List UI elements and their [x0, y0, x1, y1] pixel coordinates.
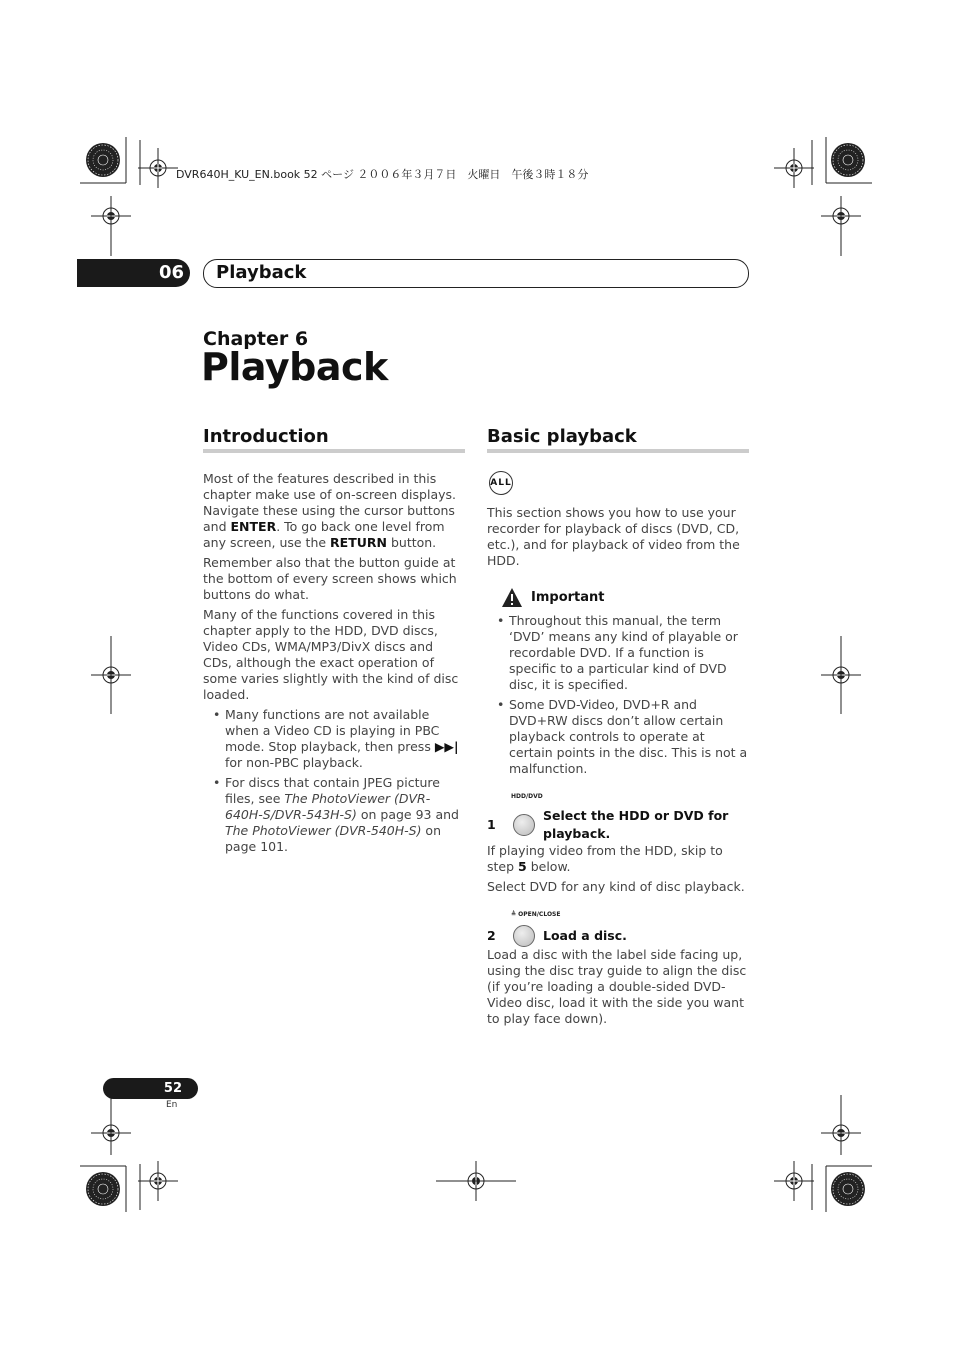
step-2-paragraph-1: Load a disc with the label side facing up, using the disc tray guide to align the disc (if you’re loading a double-sided DVD-Video disc, load it with the side you want to play face down). — [487, 947, 747, 1026]
list-item: • For discs that contain JPEG picture files, see The PhotoViewer (DVR-640H-S/DVR-543H-S) on page 93 and The PhotoViewer (DVR-540H-S) on page 101. — [225, 775, 465, 855]
introduction-heading: Introduction — [203, 429, 465, 453]
warning-icon — [501, 587, 523, 609]
intro-paragraph-1: Most of the features described in this chapter make use of on-screen displays. Navigate these using the cursor buttons and ENTER. To go back one level from any screen, use the RETURN button. — [203, 471, 456, 550]
introduction-section — [203, 426, 465, 859]
important-heading: Important — [501, 587, 749, 609]
list-item: • Throughout this manual, the term ‘DVD’ means any kind of playable or recordable DVD. If a function is specific to a particular kind of DVD disc, it is specified. — [509, 613, 749, 693]
open-close-button-icon — [513, 925, 535, 947]
step-1-paragraph-2: Select DVD for any kind of disc playback. — [487, 879, 745, 894]
step-1-paragraph-1: If playing video from the HDD, skip to step 5 below. — [487, 843, 723, 874]
chapter-label: Chapter 6 — [203, 328, 309, 350]
step-2: 2 Load a disc. — [487, 925, 749, 947]
basic-playback-section — [487, 426, 749, 1031]
next-icon: ▶▶| — [434, 739, 459, 754]
chapter-tab-number: 06 — [77, 259, 190, 287]
step-1-title: Select the HDD or DVD for playback. — [543, 808, 729, 841]
chapter-tab-title: Playback — [203, 259, 749, 288]
step-2-title: Load a disc. — [543, 928, 627, 943]
chapter-title: Playback — [201, 345, 388, 389]
hdd-dvd-button-label: HDD/DVD — [511, 793, 543, 800]
page-language: En — [166, 1100, 178, 1110]
open-close-button-label: ≜ OPEN/CLOSE — [511, 911, 561, 918]
intro-paragraph-2: Remember also that the button guide at the bottom of every screen shows which buttons do what. — [203, 555, 457, 602]
all-discs-icon: ALL — [489, 471, 513, 495]
hdd-dvd-button-icon — [513, 814, 535, 836]
basic-playback-heading: Basic playback — [487, 429, 749, 453]
important-list — [487, 613, 749, 777]
intro-bullet-list — [203, 707, 465, 855]
step-1: 1 Select the HDD or DVD for playback. — [487, 807, 749, 843]
page-number: 52 — [103, 1078, 198, 1099]
list-item: • Some DVD-Video, DVD+R and DVD+RW discs don’t allow certain playback controls to operate at certain points in the disc. This is not a malfunction. — [509, 697, 749, 777]
list-item: • Many functions are not available when a Video CD is playing in PBC mode. Stop playback, then press ▶▶| for non-PBC playback. — [225, 707, 465, 771]
basic-paragraph-1: This section shows you how to use your recorder for playback of discs (DVD, CD, etc.), and for playback of video from the HDD. — [487, 505, 740, 568]
intro-paragraph-3: Many of the functions covered in this chapter apply to the HDD, DVD discs, Video CDs, WMA/MP3/DivX discs and CDs, although the exact operation of some varies slightly with the kind of disc loaded. — [203, 607, 459, 702]
print-header: DVR640H_KU_EN.book 52 ページ ２００６年３月７日 火曜日 午後３時１８分 — [176, 168, 589, 181]
